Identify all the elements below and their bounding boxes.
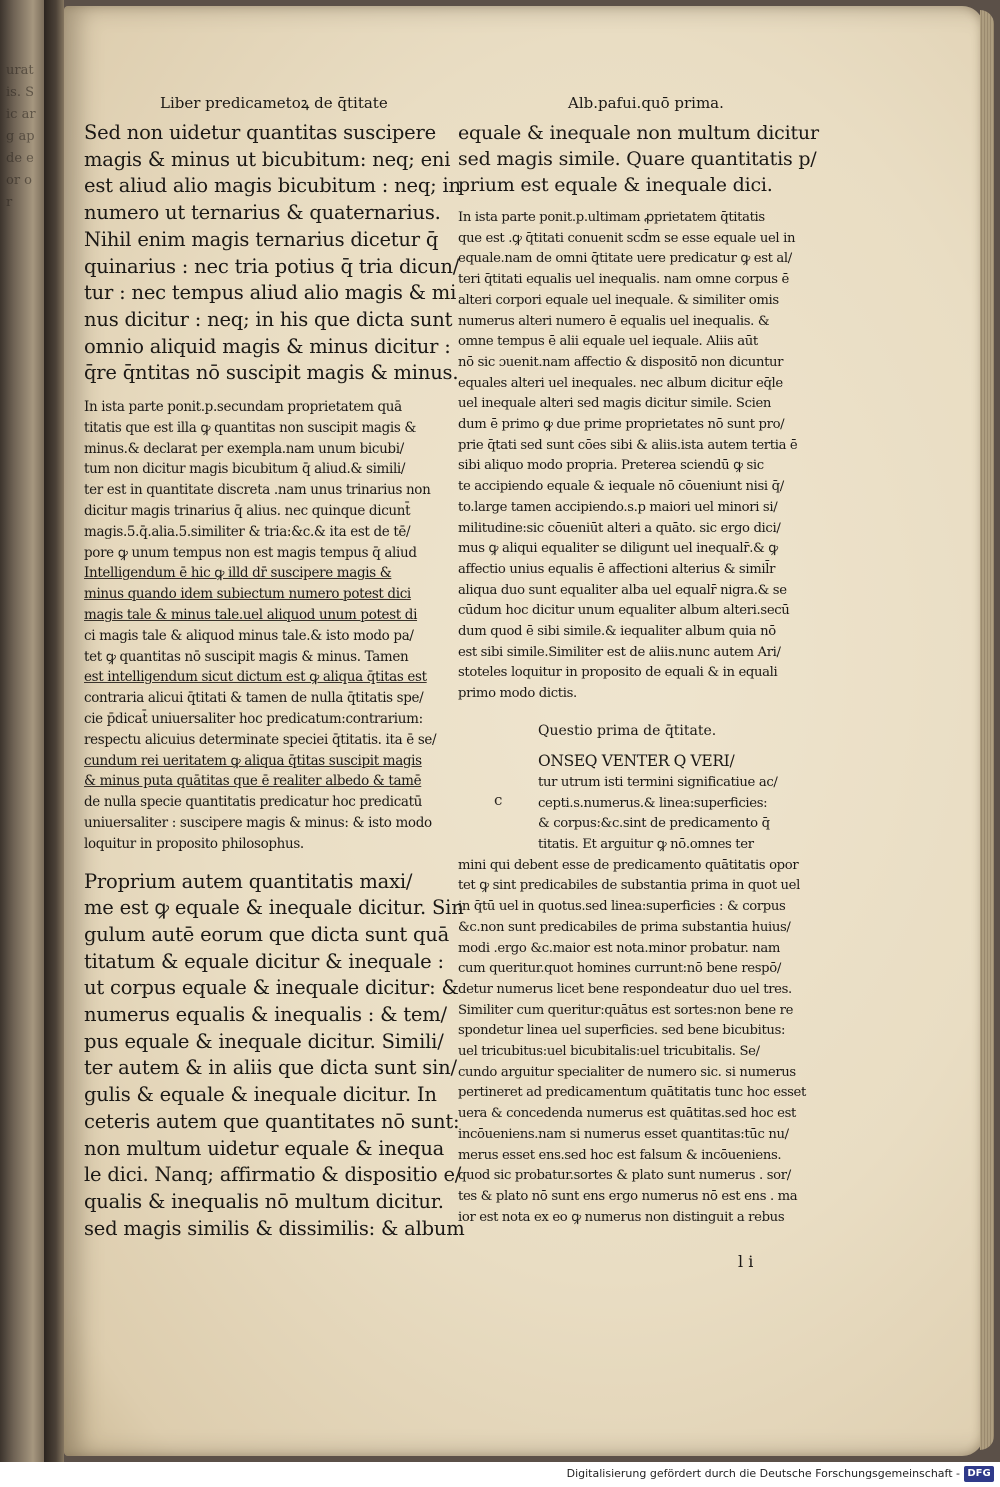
left-column: [84, 90, 474, 1242]
right-main-text-1: [458, 120, 818, 198]
commentary-line: ter est in quantitate discreta .nam unus trinarius non: [84, 482, 431, 499]
question-line: pertineret ad predicamentum quātitatis tunc hoc esset: [458, 1085, 806, 1101]
text-line: titatum & equale dicitur & inequale :: [84, 949, 444, 973]
question-title: Questio prima de q̄titate.: [538, 722, 717, 739]
commentary-line: uel inequale alteri sed magis dicitur simile. Scien: [458, 396, 772, 412]
question-line: uel tricubitus:uel bicubitalis:uel tricubitalis. Se/: [458, 1044, 760, 1060]
commentary-line: est sibi simile.Similiter est de aliis.nunc autem Ari/: [458, 644, 781, 660]
text-line: numero ut ternarius & quaternarius.: [84, 201, 441, 225]
page: [64, 6, 984, 1456]
question-line: ior est nota ex eo ꝙ numerus non distinguit a rebus: [458, 1209, 785, 1225]
question-line: spondetur linea uel superficies. sed bene bicubitus:: [458, 1023, 786, 1039]
right-running-head: Alb.pafui.quō prima.: [568, 94, 724, 112]
commentary-line: primo modo dictis.: [458, 686, 577, 702]
binding-gutter: [44, 0, 64, 1462]
text-line: ter autem & in aliis que dicta sunt sin/: [84, 1056, 457, 1080]
text-line: quinarius : nec tria potius q̄ tria dicun/: [84, 254, 460, 278]
guide-letter: c: [494, 790, 503, 809]
text-line: nus dicitur : neq; in his que dicta sunt: [84, 307, 453, 331]
previous-page-edge: [0, 0, 44, 1462]
question-line: cum queritur.quot homines currunt:nō bene respō/: [458, 961, 781, 977]
commentary-line: aliqua duo sunt equaliter alba uel equalr̄ nigra.& se: [458, 582, 787, 598]
commentary-line: contraria alicui q̄titati & tamen de nulla q̄titatis spe/: [84, 690, 424, 707]
commentary-line: cie p̄dicat̄ uniuersaliter hoc predicatum:contrarium:: [84, 710, 423, 727]
question-opening-line: ONSEQ VENTER Q VERI/: [538, 751, 735, 770]
funding-note: Digitalisierung gefördert durch die Deutsche Forschungsgemeinschaft -: [566, 1467, 960, 1480]
question-line: &c.non sunt predicabiles de prima substantia huius/: [458, 919, 791, 935]
commentary-line: stoteles loquitur in proposito de equali & in equali: [458, 665, 778, 681]
question-line: quod sic probatur.sortes & plato sunt numerus . sor/: [458, 1168, 791, 1184]
question-line: incōueniens.nam si numerus esset quantitas:tūc nu/: [458, 1126, 789, 1142]
question-line: tes & plato nō sunt ens ergo numerus nō est ens . ma: [458, 1188, 798, 1204]
commentary-line: mus ꝙ aliqui equaliter se diligunt uel inequalr̄.& ꝙ: [458, 541, 778, 557]
question-line: tur utrum isti termini significatiue ac/: [538, 774, 778, 790]
commentary-line: dum ē primo ꝙ due prime proprietates nō sunt pro/: [458, 417, 785, 433]
commentary-line: loquitur in proposito philosophus.: [84, 835, 304, 852]
commentary-line: omne tempus ē alii equale uel iequale. Aliis aūt: [458, 334, 758, 350]
question-line: in q̄tū uel in quotus.sed linea:superficies : & corpus: [458, 899, 786, 915]
commentary-line: magis.5.q̄.alia.5.similiter & tria:&c.& ita est de tē/: [84, 523, 411, 540]
text-line: equale & inequale non multum dicitur: [458, 122, 819, 144]
commentary-line: ci magis tale & aliquod minus tale.& isto modo pa/: [84, 627, 414, 644]
commentary-line: sibi aliquo modo propria. Preterea sciendū ꝙ sic: [458, 458, 764, 474]
text-line: Sed non uidetur quantitas suscipere: [84, 121, 436, 144]
commentary-line: dum quod ē sibi simile.& iequaliter album quia nō: [458, 624, 776, 640]
commentary-line: militudine:sic cōueniūt alteri a quāto. sic ergo dici/: [458, 520, 781, 536]
text-line: omnio aliquid magis & minus dicitur :: [84, 334, 451, 358]
text-line: est aliud alio magis bicubitum : neq; in: [84, 174, 461, 198]
commentary-line: dicitur magis trinarius q̄ alius. nec quinque dicunt̄: [84, 503, 411, 520]
question-line: titatis. Et arguitur ꝙ nō.omnes ter: [538, 836, 754, 852]
question-line: uera & concedenda numerus est quātitas.sed hoc est: [458, 1106, 796, 1122]
text-line: non multum uidetur equale & inequa: [84, 1136, 445, 1160]
question-line: detur numerus licet bene respondeatur duo uel tres.: [458, 981, 792, 997]
text-line: Nihil enim magis ternarius dicetur q̄: [84, 227, 439, 251]
commentary-line: prie q̄tati sed sunt cōes sibi & aliis.ista autem tertia ē: [458, 437, 798, 453]
commentary-line: titatis que est illa ꝙ quantitas non suscipit magis &: [84, 419, 417, 436]
page-edges: [980, 10, 994, 1450]
question-line: cepti.s.numerus.& linea:superficies:: [538, 795, 768, 811]
text-line: Proprium autem quantitatis maxi/: [84, 869, 413, 893]
commentary-line: numerus alteri numero ē equalis uel inequalis. &: [458, 313, 770, 329]
dfg-logo: DFG: [964, 1466, 994, 1482]
commentary-line-underlined: & minus puta quātitas que ē realiter albedo & tamē: [84, 773, 422, 790]
text-line: sed magis simile. Quare quantitatis p/: [458, 148, 817, 170]
commentary-line: In ista parte ponit.p.ultimam ꝓprietatem q̄titatis: [458, 210, 765, 225]
left-main-text-1: [84, 120, 474, 387]
commentary-line: respectu alicuius determinate speciei q̄titatis. ita ē se/: [84, 731, 437, 748]
commentary-line: minus.& declarat per exempla.nam unum bicubi/: [84, 440, 404, 457]
text-line: pus equale & inequale dicitur. Simili/: [84, 1029, 444, 1053]
commentary-line: que est .ꝙ q̄titati conuenit scd̄m se esse equale uel in: [458, 230, 796, 246]
footer-bar: [0, 1462, 1000, 1487]
question-line: cundo arguitur specialiter de numero sic. si numerus: [458, 1064, 796, 1080]
commentary-line-underlined: minus quando idem subiectum numero potest dici: [84, 586, 411, 603]
question-line: & corpus:&c.sint de predicamento q̄: [538, 816, 770, 832]
commentary-line-underlined: magis tale & minus tale.uel aliquod unum potest di: [84, 607, 418, 623]
text-line: numerus equalis & inequalis : & tem/: [84, 1003, 447, 1027]
text-line: q̄re q̄ntitas nō suscipit magis & minus.: [84, 361, 459, 385]
question-line: merus esset ens.sed hoc est falsum & incōueniens.: [458, 1147, 782, 1163]
commentary-line: nō sic ɔuenit.nam affectio & dispositō non dicuntur: [458, 354, 784, 370]
commentary-line: affectio unius equalis ē affectioni alterius & simil̄r: [458, 561, 776, 577]
text-line: me est ꝙ equale & inequale dicitur. Sin: [84, 896, 464, 920]
commentary-line: to.large tamen accipiendo.s.p maiori uel minori si/: [458, 499, 778, 515]
text-line: magis & minus ut bicubitum: neq; eni: [84, 147, 451, 171]
question-body: [458, 749, 818, 1228]
text-line: qualis & inequalis nō multum dicitur.: [84, 1190, 444, 1213]
commentary-line-underlined: est intelligendum sicut dictum est ꝙ aliqua q̄titas est: [84, 669, 427, 686]
text-line: gulum autē eorum que dicta sunt quā: [84, 922, 450, 946]
text-line: tur : nec tempus aliud alio magis & mi: [84, 281, 457, 305]
text-line: gulis & equale & inequale dicitur. In: [84, 1083, 437, 1107]
left-main-text-2: [84, 869, 474, 1243]
commentary-line: te accipiendo equale & iequale nō cōueniunt nisi q̄/: [458, 479, 784, 495]
commentary-line-underlined: cundum rei ueritatem ꝙ aliqua q̄titas suscipit magis: [84, 752, 422, 769]
question-line: mini qui debent esse de predicamento quātitatis opor: [458, 857, 799, 873]
commentary-line-underlined: Intelligendum ē hic ꝙ illd dr̄ suscipere magis &: [84, 565, 392, 582]
question-line: tet ꝙ sint predicabiles de substantia prima in quot uel: [458, 878, 800, 894]
commentary-line: equale.nam de omni q̄titate uere predicatur ꝙ est al/: [458, 251, 792, 267]
left-running-head: Liber predicametoꝝ de q̄titate: [160, 94, 388, 112]
previous-page-margin-text: uratis. Sic arg ap de eor or: [6, 63, 36, 210]
text-line: ut corpus equale & inequale dicitur: &: [84, 976, 459, 1000]
text-line: le dici. Nanq; affirmatio & dispositio e/: [84, 1163, 462, 1187]
signature-mark: l i: [738, 1252, 754, 1271]
question-line: Similiter cum queritur:quātus est sortes:non bene re: [458, 1002, 794, 1018]
commentary-line: tum non dicitur magis bicubitum q̄ aliud.& simili/: [84, 461, 406, 478]
commentary-line: cūdum hoc dicitur unum equaliter album alteri.secū: [458, 603, 790, 619]
left-commentary: [84, 397, 474, 855]
text-line: prium est equale & inequale dici.: [458, 174, 773, 196]
text-line: sed magis similis & dissimilis: & album: [84, 1216, 465, 1240]
commentary-line: tet ꝙ quantitas nō suscipit magis & minus. Tamen: [84, 648, 409, 665]
commentary-line: de nulla specie quantitatis predicatur hoc predicatū: [84, 794, 423, 811]
commentary-line: equales alteri uel inequales. nec album dicitur eq̄le: [458, 375, 783, 391]
commentary-line: pore ꝙ unum tempus non est magis tempus q̄ aliud: [84, 544, 417, 561]
question-line: modi .ergo &c.maior est nota.minor probatur. nam: [458, 940, 781, 956]
right-commentary: [458, 208, 818, 705]
commentary-line: teri q̄titati equalis uel inequalis. nam omne corpus ē: [458, 272, 790, 288]
commentary-line: uniuersaliter : suscipere magis & minus: & isto modo: [84, 814, 432, 831]
commentary-line: alteri corpori equale uel inequale. & similiter omis: [458, 292, 779, 308]
text-line: ceteris autem que quantitates nō sunt:: [84, 1109, 460, 1133]
right-column: [458, 90, 818, 1228]
commentary-line: In ista parte ponit.p.secundam proprietatem quā: [84, 399, 402, 416]
